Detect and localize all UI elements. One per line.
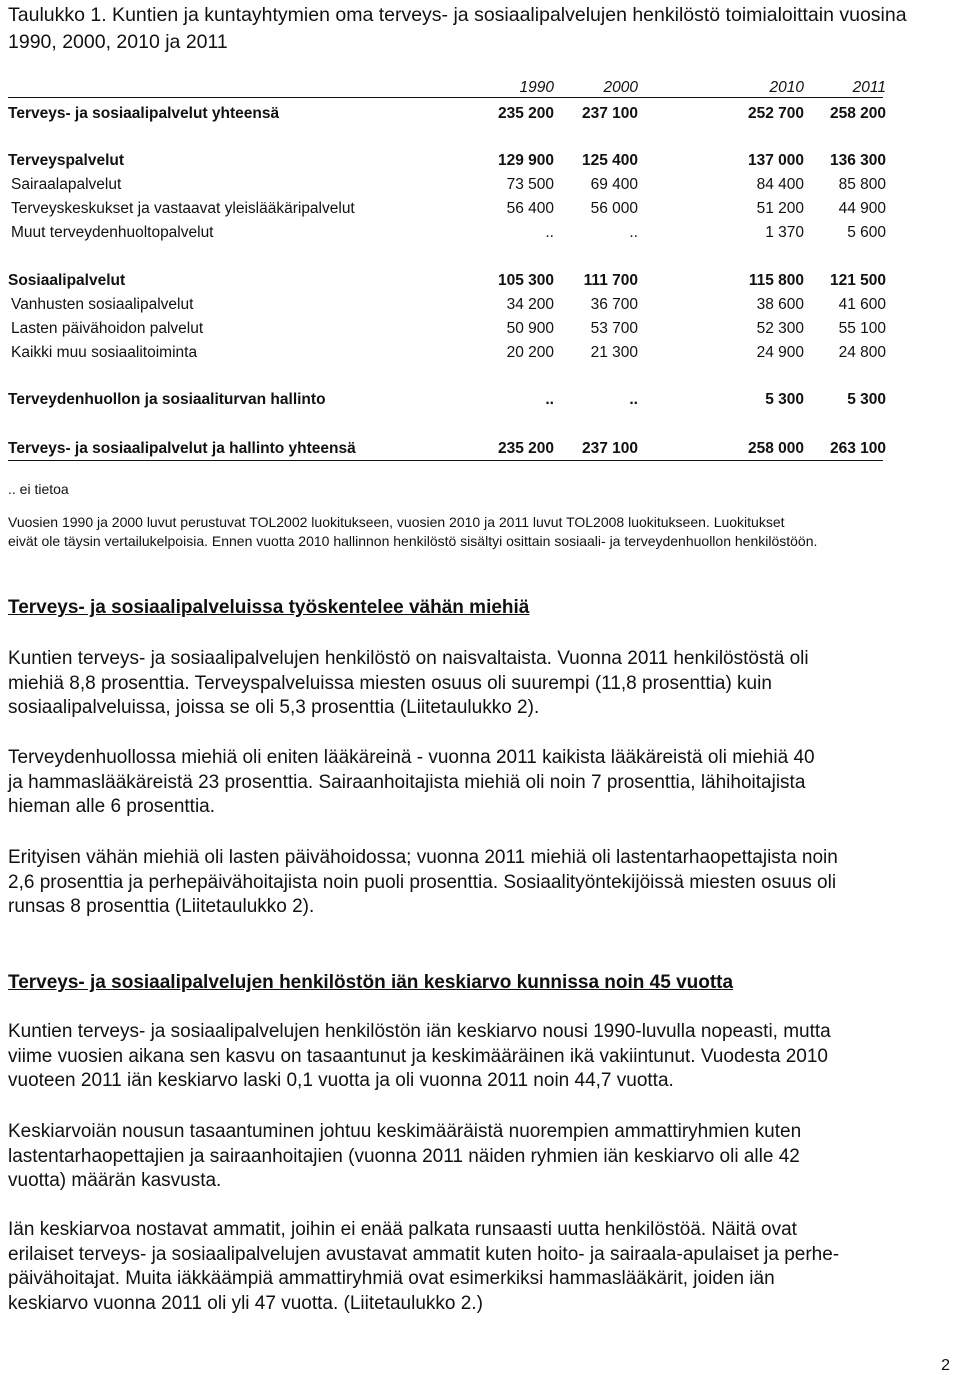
cell: 105 300 (497, 272, 554, 289)
cell: 252 700 (747, 105, 804, 122)
cell: 24 900 (756, 344, 804, 361)
paragraph-line: ja hammaslääkäreistä 23 prosenttia. Sairaanhoitajista miehiä oli noin 7 prosenttia, lähihoitajista (8, 771, 806, 793)
cell: 55 100 (838, 320, 886, 337)
paragraph-line: Iän keskiarvoa nostavat ammatit, joihin ei enää palkata runsaasti uutta henkilöstöä. Näitä ovat (8, 1219, 797, 1240)
cell: 44 900 (838, 200, 886, 217)
cell: 34 200 (506, 296, 554, 313)
cell: 235 200 (497, 105, 554, 122)
paragraph-line: Terveydenhuollossa miehiä oli eniten lääkäreinä - vuonna 2011 kaikista lääkäreistä oli miehiä 40 (8, 747, 815, 768)
row-label: Terveys- ja sosiaalipalvelut ja hallinto yhteensä (8, 440, 356, 457)
paragraph-line: 2,6 prosenttia ja perhepäivähoitajista noin puoli prosenttia. Sosiaalityöntekijöissä miesten osuus oli (8, 871, 837, 893)
paragraph (8, 1218, 926, 1316)
table-row (8, 439, 886, 459)
cell: 38 600 (756, 296, 804, 313)
cell: 41 600 (838, 296, 886, 313)
table-row (8, 151, 886, 171)
cell: 84 400 (756, 176, 804, 193)
row-label: Sosiaalipalvelut (8, 272, 126, 289)
cell: 125 400 (581, 152, 638, 169)
table-row (8, 343, 886, 363)
paragraph-line: keskiarvo vuonna 2011 oli yli 47 vuotta. (Liitetaulukko 2.) (8, 1292, 483, 1314)
table-row (8, 223, 886, 243)
row-label: Terveyspalvelut (8, 152, 125, 169)
table-legend: .. ei tietoa (8, 481, 69, 497)
cell: 263 100 (829, 440, 886, 457)
cell: 73 500 (506, 176, 554, 193)
cell: 5 300 (847, 391, 886, 408)
cell: 5 300 (765, 391, 804, 408)
cell: .. (545, 224, 554, 241)
paragraph-line: vuotta) määrän kasvusta. (8, 1170, 222, 1191)
table-row (8, 175, 886, 195)
table-row (8, 390, 886, 410)
cell: 137 000 (747, 152, 804, 169)
cell: 56 000 (590, 200, 638, 217)
table-title: Taulukko 1. Kuntien ja kuntayhtymien oma terveys- ja sosiaalipalvelujen henkilöstö toimialoittain vuosina 1990, 2000, 2010 ja 2011 (8, 4, 907, 53)
paragraph (8, 1020, 926, 1094)
section-heading: Terveys- ja sosiaalipalvelujen henkilöstön iän keskiarvo kunnissa noin 45 vuotta (8, 972, 734, 993)
cell: 20 200 (506, 344, 554, 361)
year-header: 2011 (852, 79, 886, 96)
table-row (8, 295, 886, 315)
cell: 1 370 (765, 224, 804, 241)
table-row (8, 104, 886, 124)
cell: 129 900 (497, 152, 554, 169)
paragraph-line: erilaiset terveys- ja sosiaalipalvelujen avustavat ammatit kuten hoito- ja sairaala-apulaiset ja perhe- (8, 1243, 840, 1265)
cell: 53 700 (590, 320, 638, 337)
cell: .. (629, 391, 638, 408)
paragraph-line: Kuntien terveys- ja sosiaalipalvelujen henkilöstön iän keskiarvo nousi 1990-luvulla nopeasti, mutta (8, 1021, 831, 1042)
cell: 5 600 (847, 224, 886, 241)
paragraph-line: viime vuosien aikana sen kasvu on tasaantunut ja keskimääräinen ikä vakiintunut. Vuodesta 2010 (8, 1045, 828, 1067)
cell: 51 200 (756, 200, 804, 217)
cell: 121 500 (829, 272, 886, 289)
year-header: 1990 (519, 79, 554, 96)
cell: 258 000 (747, 440, 804, 457)
cell: 69 400 (590, 176, 638, 193)
table-footnote (8, 513, 938, 551)
paragraph-line: vuoteen 2011 iän keskiarvo laski 0,1 vuotta ja oli vuonna 2011 noin 44,7 vuotta. (8, 1070, 674, 1091)
section-heading: Terveys- ja sosiaalipalveluissa työskentelee vähän miehiä (8, 597, 530, 618)
paragraph-line: Erityisen vähän miehiä oli lasten päivähoidossa; vuonna 2011 miehiä oli lastentarhaopettajista noin (8, 847, 838, 868)
year-header: 2000 (603, 79, 638, 96)
paragraph-line: päivähoitajat. Muita iäkkäämpiä ammattiryhmiä ovat esimerkiksi hammaslääkärit, joiden iän (8, 1268, 775, 1289)
cell: 136 300 (829, 152, 886, 169)
row-label: Vanhusten sosiaalipalvelut (11, 296, 194, 313)
cell: .. (629, 224, 638, 241)
table-bottom-rule (8, 460, 883, 461)
paragraph (8, 846, 926, 920)
row-label: Muut terveydenhuoltopalvelut (11, 224, 214, 241)
paragraph-line: Keskiarvoiän nousun tasaantuminen johtuu keskimääräistä nuorempien ammattiryhmien kuten (8, 1121, 802, 1142)
cell: 237 100 (581, 105, 638, 122)
paragraph-line: sosiaalipalveluissa, joissa se oli 5,3 prosenttia (Liitetaulukko 2). (8, 697, 540, 718)
row-label: Lasten päivähoidon palvelut (11, 320, 204, 337)
paragraph-line: lastentarhaopettajien ja sairaanhoitajien (vuonna 2011 näiden ryhmien iän keskiarvo oli alle 42 (8, 1145, 800, 1167)
cell: 56 400 (506, 200, 554, 217)
page-number: 2 (941, 1357, 950, 1374)
paragraph (8, 746, 926, 820)
row-label: Terveydenhuollon ja sosiaaliturvan hallinto (8, 391, 326, 408)
cell: 237 100 (581, 440, 638, 457)
footnote-line: Vuosien 1990 ja 2000 luvut perustuvat TOL2002 luokitukseen, vuosien 2010 ja 2011 luvut TOL2008 luokitukseen. Luokitukset (8, 514, 785, 530)
cell: 24 800 (838, 344, 886, 361)
paragraph-line: miehiä 8,8 prosenttia. Terveyspalveluissa miesten osuus oli suurempi (11,8 prosenttia) kuin (8, 672, 772, 694)
row-label: Terveys- ja sosiaalipalvelut yhteensä (8, 105, 280, 122)
paragraph-line: runsas 8 prosenttia (Liitetaulukko 2). (8, 896, 315, 917)
paragraph (8, 1120, 926, 1194)
year-header: 2010 (769, 79, 804, 96)
cell: 111 700 (583, 272, 638, 289)
row-label: Terveyskeskukset ja vastaavat yleislääkäripalvelut (11, 200, 355, 217)
table-row (8, 271, 886, 291)
footnote-line: eivät ole täysin vertailukelpoisia. Ennen vuotta 2010 hallinnon henkilöstö sisältyi osittain sosiaali- ja terveydenhuollon henkilöstöön. (8, 533, 818, 549)
table-top-rule (8, 97, 883, 98)
cell: 85 800 (838, 176, 886, 193)
table-header-row (8, 78, 886, 98)
cell: 52 300 (756, 320, 804, 337)
row-label: Sairaalapalvelut (11, 176, 122, 193)
cell: 36 700 (590, 296, 638, 313)
cell: 115 800 (748, 272, 804, 289)
table-row (8, 199, 886, 219)
row-label: Kaikki muu sosiaalitoiminta (11, 344, 198, 361)
cell: 258 200 (829, 105, 886, 122)
cell: 21 300 (590, 344, 638, 361)
paragraph (8, 647, 926, 721)
cell: 50 900 (506, 320, 554, 337)
cell: .. (545, 391, 554, 408)
paragraph-line: Kuntien terveys- ja sosiaalipalvelujen henkilöstö on naisvaltaista. Vuonna 2011 henkilöstöstä oli (8, 648, 809, 669)
table-row (8, 319, 886, 339)
paragraph-line: hieman alle 6 prosenttia. (8, 796, 216, 817)
cell: 235 200 (497, 440, 554, 457)
